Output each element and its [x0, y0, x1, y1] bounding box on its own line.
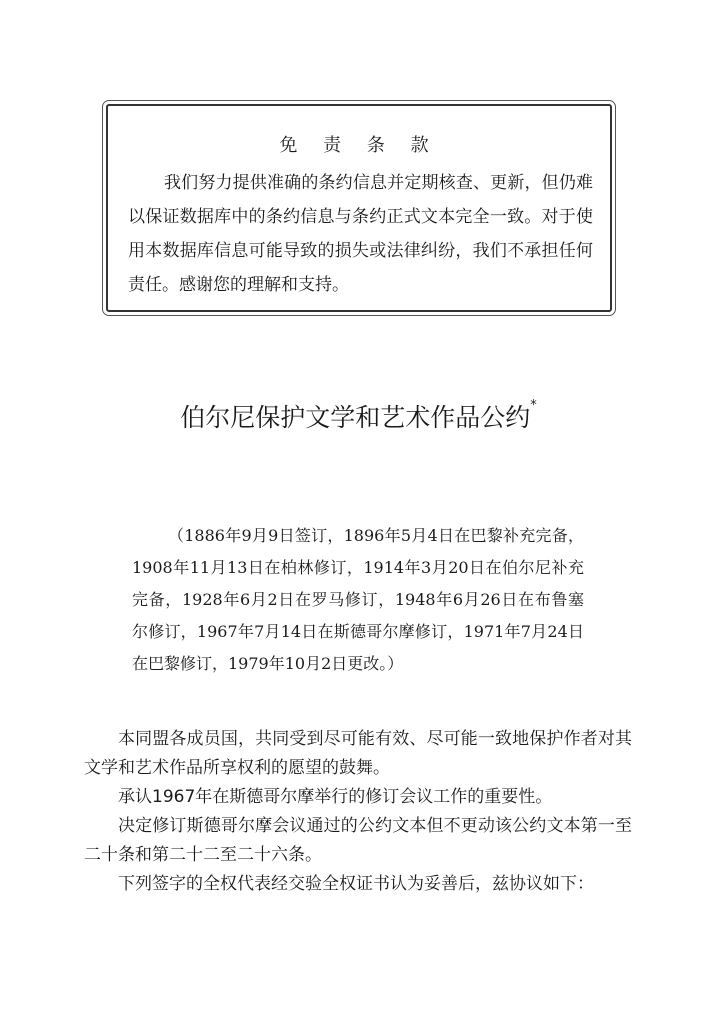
- preamble-paragraph: 本同盟各成员国，共同受到尽可能有效、尽可能一致地保护作者对其文学和艺术作品所享权利的愿望的鼓舞。: [84, 729, 632, 778]
- disclaimer-text: 我们努力提供准确的条约信息并定期核查、更新，但仍难以保证数据库中的条约信息与条约正式文本完全一致。对于使用本数据库信息可能导致的损失或法律纠纷，我们不承担任何责任。感谢您的理解和支持。: [128, 173, 593, 295]
- history-note: （1886年9月9日签订，1896年5月4日在巴黎补充完备，1908年11月13日在柏林修订，1914年3月20日在伯尔尼补充完备，1928年6月2日在罗马修订，1948年6月26日在布鲁塞尔修订，1967年7月14日在斯德哥尔摩修订，1971年7月24日在巴黎修订，1979年10月2日更改。）: [132, 526, 584, 673]
- document-title-text: 伯尔尼保护文学和艺术作品公约: [180, 403, 531, 432]
- preamble-paragraph: 决定修订斯德哥尔摩会议通过的公约文本但不更动该公约文本第一至二十条和第二十二至二十六条。: [84, 816, 632, 865]
- disclaimer-title: 免 责 条 款: [279, 135, 439, 156]
- preamble: [84, 725, 632, 899]
- preamble-paragraph: 承认1967年在斯德哥尔摩举行的修订会议工作的重要性。: [118, 787, 553, 807]
- disclaimer-box: [106, 104, 612, 312]
- document-title: [0, 398, 717, 434]
- preamble-paragraph: 下列签字的全权代表经交验全权证书认为妥善后，兹协议如下：: [118, 874, 594, 894]
- footnote-mark: *: [530, 398, 537, 413]
